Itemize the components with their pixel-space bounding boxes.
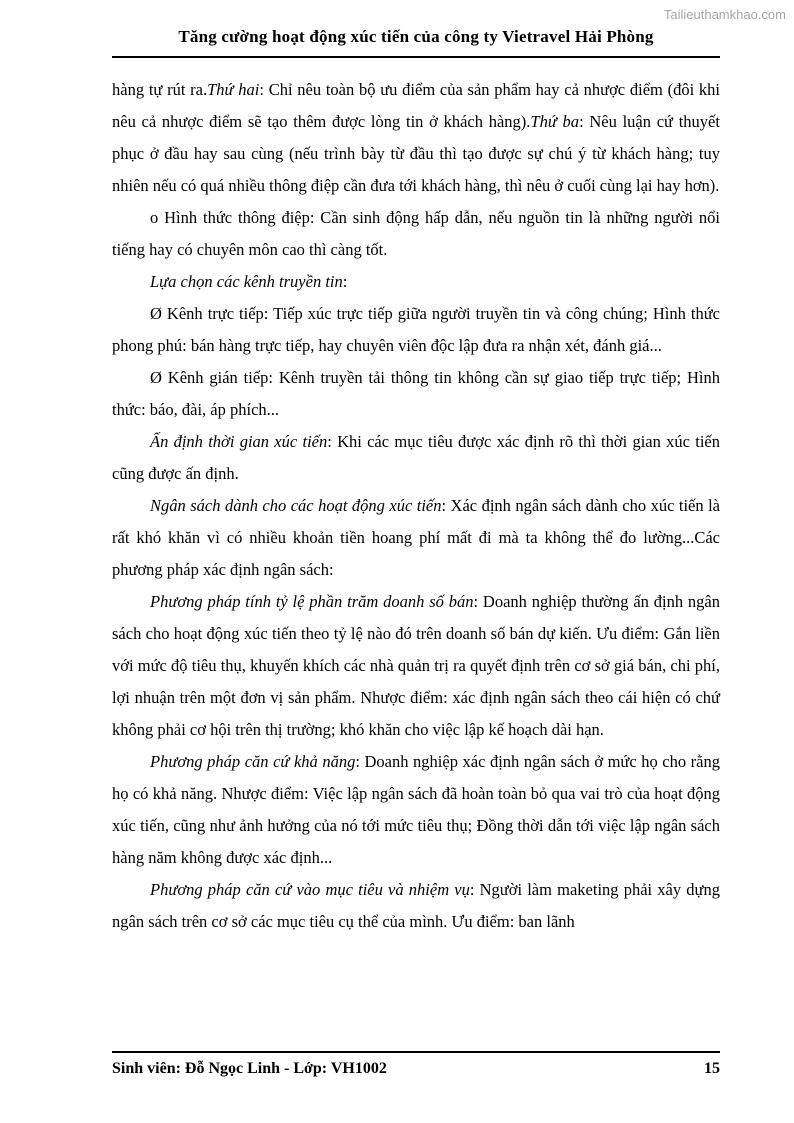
paragraph	[112, 74, 720, 202]
text-run-italic: Ấn định thời gian xúc tiến	[150, 432, 328, 451]
paragraph	[112, 426, 720, 490]
paragraph	[112, 490, 720, 586]
page-footer	[112, 1051, 720, 1078]
text-run: : Khi các mục tiêu được xác định rõ thì thời gian xúc tiến cũng được ấn định.	[112, 432, 720, 483]
paragraph	[112, 874, 720, 938]
paragraph	[112, 202, 720, 266]
text-run: Ø Kênh trực tiếp: Tiếp xúc trực tiếp giữa người truyền tin và công chúng; Hình thức phong phú: bán hàng trực tiếp, hay chuyên viên độc lập đưa ra nhận xét, đánh giá...	[112, 304, 720, 355]
text-run: : Nêu luận cứ thuyết phục ở đầu hay sau cùng (nếu trình bày từ đầu thì tạo được sự chú ý từ khách hàng; tuy nhiên nếu có quá nhiều thông điệp cần đưa tới khách hàng, thì nêu ở cuối cùng lại hay hơn).	[112, 112, 720, 195]
document-body	[112, 74, 720, 938]
text-run-italic: Phương pháp căn cứ vào mục tiêu và nhiệm vụ	[150, 880, 470, 899]
paragraph	[112, 362, 720, 426]
text-run-italic: Thứ hai	[207, 80, 260, 99]
text-run: : Người làm maketing phải xây dựng ngân sách trên cơ sở các mục tiêu cụ thể của mình. Ưu điểm: ban lãnh	[112, 880, 720, 931]
footer-student-info: Sinh viên: Đỗ Ngọc Linh - Lớp: VH1002	[112, 1060, 387, 1077]
text-run-italic: Thứ ba	[530, 112, 580, 131]
text-run: o Hình thức thông điệp: Cần sinh động hấp dẫn, nếu nguồn tin là những người nổi tiếng hay có chuyên môn cao thì càng tốt.	[112, 208, 720, 259]
text-run: :	[342, 272, 348, 291]
paragraph	[112, 746, 720, 874]
text-run: : Doanh nghiệp thường ấn định ngân sách cho hoạt động xúc tiến theo tỷ lệ nào đó trên doanh số bán dự kiến. Ưu điểm: Gắn liền với mức độ tiêu thụ, khuyến khích các nhà quản trị ra quyết định trên cơ sở giá bán, chi phí, lợi nhuận trên một đơn vị sản phẩm. Nhược điểm: xác định ngân sách theo cái hiện có chứ không phải cơ hội trên thị trường; khó khăn cho việc lập kế hoạch dài hạn.	[112, 592, 720, 739]
text-run-italic: Ngân sách dành cho các hoạt động xúc tiến	[150, 496, 442, 515]
text-run-italic: Phương pháp tính tỷ lệ phần trăm doanh số bán	[150, 592, 474, 611]
text-run: Ø Kênh gián tiếp: Kênh truyền tải thông tin không cần sự giao tiếp trực tiếp; Hình thức: báo, đài, áp phích...	[112, 368, 720, 419]
paragraph	[112, 298, 720, 362]
footer-page-number: 15	[704, 1060, 720, 1077]
page-header-title: Tăng cường hoạt động xúc tiến của công ty Vietravel Hải Phòng	[112, 27, 720, 58]
text-run-italic: Lựa chọn các kênh truyền tin	[150, 272, 343, 291]
paragraph	[112, 586, 720, 746]
text-run: : Xác định ngân sách dành cho xúc tiến là rất khó khăn vì có nhiều khoản tiền hoang phí mất đi mà ta không thể đo lường...Các phương pháp xác định ngân sách:	[112, 496, 720, 579]
watermark-text: Tailieuthamkhao.com	[663, 7, 786, 22]
text-run: : Doanh nghiệp xác định ngân sách ở mức họ cho rằng họ có khả năng. Nhược điểm: Việc lập ngân sách đã hoàn toàn bỏ qua vai trò của hoạt động xúc tiến, cũng như ảnh hưởng của nó tới mức tiêu thụ; Đồng thời dẫn tới việc lập ngân sách hàng năm không được xác định...	[112, 752, 720, 867]
paragraph	[112, 266, 720, 298]
text-run-italic: Phương pháp căn cứ khả năng	[150, 752, 356, 771]
text-run: : Chỉ nêu toàn bộ ưu điểm của sản phẩm hay cả nhược điểm (đôi khi nêu cả nhược điểm sẽ tạo thêm được lòng tin ở khách hàng).	[112, 80, 721, 131]
text-run: hàng tự rút ra.	[112, 80, 208, 99]
